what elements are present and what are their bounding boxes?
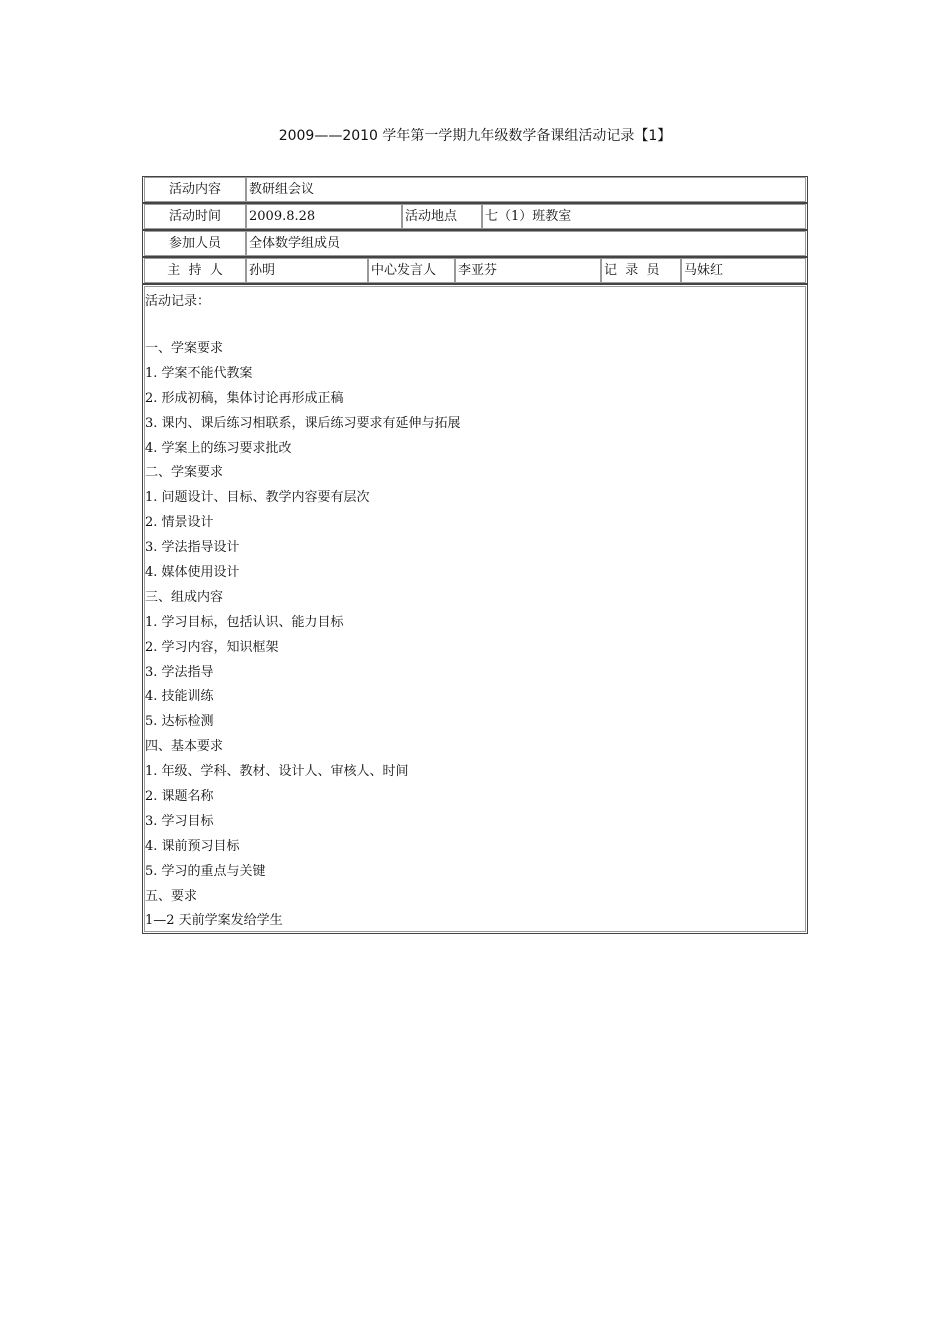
activity-record-heading: 活动记录： [145, 294, 211, 309]
record-section-heading: 二、学案要求 [145, 465, 224, 481]
record-line: 1—2 天前学案发给学生 [145, 913, 283, 929]
keynote-speaker-value: 李亚芬 [455, 258, 601, 283]
host-value: 孙明 [246, 258, 368, 283]
record-line: 3. 课内、课后练习相联系，课后练习要求有延伸与拓展 [145, 415, 461, 431]
record-section-heading: 一、学案要求 [145, 341, 224, 356]
record-line: 1. 年级、学科、教材、设计人、审核人、时间 [145, 764, 409, 780]
record-line: 4. 媒体使用设计 [145, 565, 240, 581]
record-section-heading: 五、要求 [145, 888, 198, 904]
table-row-activity-time [142, 203, 808, 230]
document-title: 2009——2010 学年第一学期九年级数学备课组活动记录【1】 [278, 128, 672, 144]
activity-location-value: 七（1）班教室 [482, 204, 806, 229]
record-line: 4. 技能训练 [145, 689, 214, 705]
table-row-activity-content [142, 176, 808, 203]
activity-content-label: 活动内容 [144, 177, 246, 202]
record-line: 1. 问题设计、目标、教学内容要有层次 [145, 490, 370, 506]
recorder-label: 记 录 员 [601, 258, 681, 283]
recorder-value: 马妹红 [681, 258, 806, 283]
host-label: 主 持 人 [144, 258, 246, 283]
activity-time-label: 活动时间 [144, 204, 246, 229]
record-line: 3. 学法指导 [145, 664, 214, 680]
record-line: 3. 学习目标 [145, 813, 214, 829]
table-row-roles [142, 257, 808, 284]
participants-value: 全体数学组成员 [246, 231, 806, 256]
participants-label: 参加人员 [144, 231, 246, 256]
record-section-heading: 四、基本要求 [145, 739, 224, 755]
record-line: 4. 课前预习目标 [145, 838, 240, 854]
record-line: 5. 达标检测 [145, 714, 214, 730]
table-row-participants [142, 230, 808, 257]
activity-record-lines [145, 337, 461, 934]
activity-location-label: 活动地点 [402, 204, 482, 229]
record-line: 2. 学习内容，知识框架 [145, 639, 279, 655]
activity-content-value: 教研组会议 [246, 177, 806, 202]
record-line: 2. 情景设计 [145, 515, 214, 531]
record-line: 4. 学案上的练习要求批改 [145, 440, 292, 456]
keynote-speaker-label: 中心发言人 [368, 258, 455, 283]
record-line: 1. 学案不能代教案 [145, 365, 253, 381]
activity-time-value: 2009.8.28 [246, 204, 402, 229]
record-line: 2. 课题名称 [145, 789, 214, 805]
record-line: 5. 学习的重点与关键 [145, 863, 266, 879]
record-section-heading: 三、组成内容 [145, 589, 224, 605]
record-line: 3. 学法指导设计 [145, 540, 240, 556]
record-line: 2. 形成初稿，集体讨论再形成正稿 [145, 390, 344, 406]
activity-record [142, 284, 808, 934]
record-line: 1. 学习目标，包括认识、能力目标 [145, 614, 344, 630]
